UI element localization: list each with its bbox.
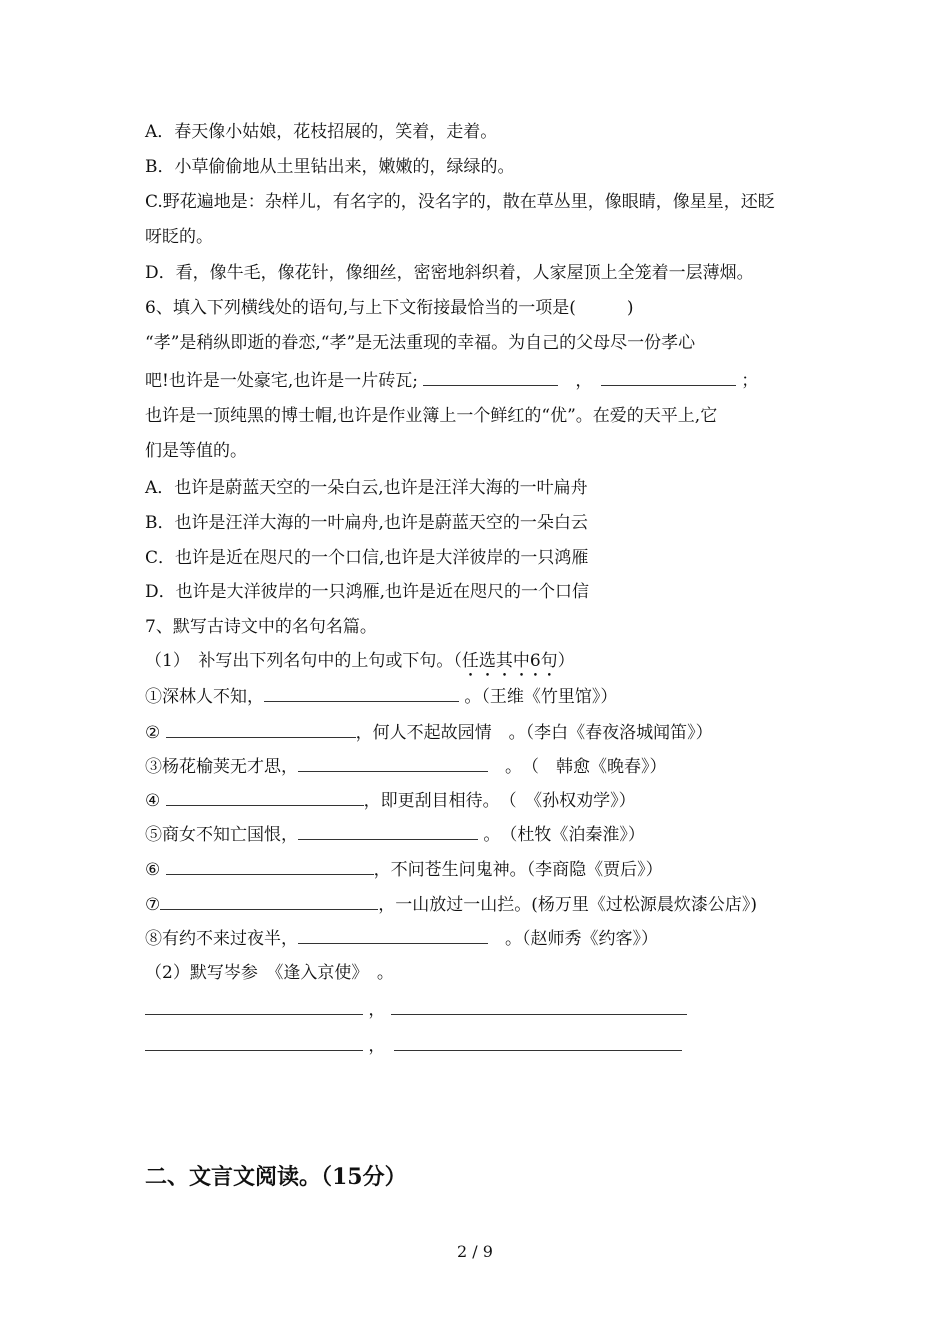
item-post: 。（王维《竹里馆》） — [464, 687, 618, 707]
answer-blank[interactable] — [145, 1034, 363, 1051]
q5-option-d: D．看，像牛毛，像花针，像细丝，密密地斜织着，人家屋顶上全笼着一层薄烟。 — [145, 263, 754, 283]
item-post: ，何人不起故园情 。（李白《春夜洛城闻笛》） — [355, 723, 713, 743]
answer-blank[interactable] — [394, 1034, 682, 1051]
q6-passage-3: 也许是一顶纯黑的博士帽,也许是作业簿上一个鲜红的“优”。在爱的天平上,它 — [145, 406, 718, 426]
q5-option-c-cont: 呀眨的。 — [145, 227, 213, 247]
q7-sub1-text: （1） 补写出下列名句中的上句或下句。（ — [145, 651, 462, 671]
q6-passage-4: 们是等值的。 — [145, 441, 247, 461]
q7-item — [145, 927, 658, 951]
q7-sub1-emphasis: 任选其中6句 — [461, 651, 558, 671]
answer-blank[interactable] — [145, 998, 363, 1015]
answer-blank[interactable] — [391, 998, 687, 1015]
q7-item — [145, 685, 617, 709]
item-pre: ①深林人不知， — [145, 687, 264, 707]
item-pre: ⑦ — [145, 895, 161, 915]
q6-option-d: D．也许是大洋彼岸的一只鸿雁,也许是近在咫尺的一个口信 — [145, 582, 590, 602]
q5-option-a: A．春天像小姑娘，花枝招展的，笑着，走着。 — [145, 122, 498, 142]
answer-blank[interactable] — [166, 721, 356, 738]
poem-answer-line-2: ， — [145, 1034, 682, 1058]
q6-passage-2-text: 吧!也许是一处豪宅,也许是一片砖瓦; — [145, 371, 418, 391]
q7-sub2: （2）默写岑参 《逢入京使》 。 — [145, 963, 394, 983]
answer-blank[interactable] — [298, 927, 488, 944]
q7-stem: 7、默写古诗文中的名句名篇。 — [145, 617, 377, 637]
answer-blank[interactable] — [160, 893, 378, 910]
answer-blank[interactable] — [298, 823, 478, 840]
answer-blank[interactable] — [264, 685, 459, 702]
item-post: ，不问苍生问鬼神。（李商隐《贾后》） — [373, 860, 663, 880]
section-heading: 二、文言文阅读。（15分） — [145, 1164, 407, 1190]
poem-answer-line-1: ， — [145, 998, 687, 1022]
item-post: 。 （杜牧《泊秦淮》） — [483, 825, 645, 845]
q7-item — [145, 789, 636, 813]
item-pre: ⑤商女不知亡国恨， — [145, 825, 298, 845]
q7-item — [145, 823, 645, 847]
item-post: ，一山放过一山拦。(杨万里《过松源晨炊漆公店》) — [378, 895, 758, 915]
item-pre: ⑧有约不来过夜半， — [145, 929, 298, 949]
q6-passage-2: 吧!也许是一处豪宅,也许是一片砖瓦; ， ； — [145, 371, 759, 391]
q6-passage-1: “孝”是稍纵即逝的眷恋,“孝”是无法重现的幸福。为自己的父母尽一份孝心 — [145, 333, 696, 353]
q7-sub1: （1） 补写出下列名句中的上句或下句。（任选其中6句） — [145, 651, 575, 671]
q7-item — [145, 893, 757, 917]
q6-option-a: A．也许是蔚蓝天空的一朵白云,也许是汪洋大海的一叶扁舟 — [145, 478, 588, 498]
item-pre: ⑥ — [145, 860, 161, 880]
item-pre: ④ — [145, 791, 161, 811]
item-pre: ② — [145, 723, 161, 743]
q7-item — [145, 858, 663, 882]
item-post: 。（赵师秀《约客》） — [488, 929, 658, 949]
item-post: 。 （ 韩愈《晚春》） — [488, 757, 667, 777]
item-pre: ③杨花榆荚无才思， — [145, 757, 298, 777]
answer-blank[interactable] — [166, 789, 364, 806]
page-number: 2 / 9 — [457, 1242, 493, 1261]
q6-option-b: B．也许是汪洋大海的一叶扁舟,也许是蔚蓝天空的一朵白云 — [145, 513, 588, 533]
q6-option-c: C．也许是近在咫尺的一个口信,也许是大洋彼岸的一只鸿雁 — [145, 548, 589, 568]
answer-blank[interactable] — [298, 755, 488, 772]
q6-blank-1[interactable] — [423, 369, 558, 386]
q7-item — [145, 755, 667, 779]
q6-stem: 6、填入下列横线处的语句,与上下文衔接最恰当的一项是( ) — [145, 298, 634, 318]
item-post: ，即更刮目相待。 （ 《孙权劝学》） — [363, 791, 636, 811]
q7-item — [145, 721, 713, 745]
q6-blank-2[interactable] — [601, 369, 736, 386]
answer-blank[interactable] — [166, 858, 374, 875]
q5-option-b: B．小草偷偷地从土里钻出来，嫩嫩的，绿绿的。 — [145, 157, 515, 177]
q5-option-c: C.野花遍地是：杂样儿，有名字的，没名字的，散在草丛里，像眼睛，像星星，还眨 — [145, 192, 775, 212]
